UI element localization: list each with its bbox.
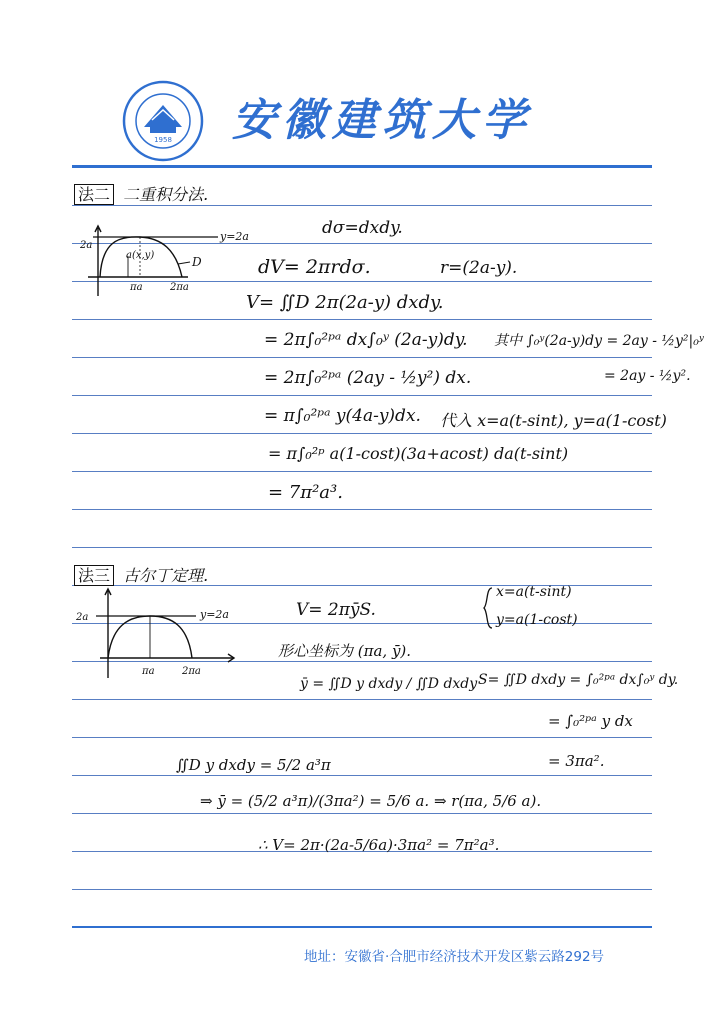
ruled-line [72,775,652,776]
m2-line-note: 其中 ∫₀ʸ(2a-y)dy = 2ay - ½y²|₀ʸ [494,333,704,349]
footer-address: 地址：安徽省·合肥市经济技术开发区紫云路292号 [304,949,605,965]
m3-sketch-yline-label: y=2a [200,608,229,621]
m3-line-s-result: = 3πa². [548,752,605,770]
m2-line-step4: = π∫₀²ᵖ a(1-cost)(3a+acost) da(t-sint) [268,444,569,463]
m3-line-ybar-value: ⇒ ȳ = (5/2 a³π)/(3πa²) = 5/6 a. ⇒ r(πa, 5/6 a). [200,792,542,810]
seal-year: 1958 [154,136,172,144]
m3-line-s: S= ∬D dxdy = ∫₀²ᵖᵃ dx∫₀ʸ dy. [478,672,679,688]
m2-line-result: = 7π²a³. [268,482,343,503]
m2-line-step3: = π∫₀²ᵖᵃ y(4a-y)dx. [264,406,421,426]
m3-sketch-ytick: 2a [76,612,89,623]
m3-line-param-y: y=a(1-cost) [496,612,578,628]
m2-sketch-yline-label: y=2a [220,230,249,243]
ruled-line [72,471,652,472]
m2-sketch-xtick-2: 2πa [170,282,189,293]
m3-sketch-xtick-2: 2πa [182,666,201,677]
m2-sketch-region-label: D [192,255,202,269]
m3-line-v: V= 2πȳS. [296,600,376,620]
m2-line-dsigma: dσ=dxdy. [322,218,403,238]
m3-line-centroid: 形心坐标为 (πa, ȳ). [278,642,412,660]
ruled-line [72,357,652,358]
ruled-line [72,433,652,434]
ruled-line [72,205,652,206]
ruled-line [72,395,652,396]
m2-line-substitution: 代入 x=a(t-sint), y=a(1-cost) [440,411,667,430]
footer-rule [72,926,652,928]
m3-line-integral-y: ∬D y dxdy = 5/2 a³π [176,756,331,774]
m2-sketch-ytick: 2a [80,240,93,251]
method2-heading: 法二 [74,184,114,205]
header-rule [72,165,652,168]
ruled-line [72,813,652,814]
method3-heading-box [74,563,208,586]
method3-sketch [76,586,256,682]
method3-title: 古尔丁定理. [123,566,209,585]
university-seal-logo [122,80,204,162]
m3-brace [482,586,494,630]
ruled-line [72,737,652,738]
method3-heading: 法三 [74,565,114,586]
m2-line-step2: = 2π∫₀²ᵖᵃ (2ay - ½y²) dx. [264,368,472,388]
m3-line-ybar-def: ȳ = ∬D y dxdy / ∬D dxdy [300,676,478,692]
m3-line-s-step: = ∫₀²ᵖᵃ y dx [548,712,633,730]
method2-heading-box [74,182,208,205]
method2-sketch [78,222,258,302]
method2-title: 二重积分法. [123,185,209,204]
university-name: 安徽建筑大学 [232,95,532,146]
ruled-line [72,889,652,890]
ruled-line [72,547,652,548]
m3-sketch-xtick-1: πa [142,666,155,677]
ruled-line [72,699,652,700]
m2-line-r: r=(2a-y). [440,258,518,278]
m2-line-step1: = 2π∫₀²ᵖᵃ dx∫₀ʸ (2a-y)dy. [264,330,468,350]
ruled-line [72,509,652,510]
m2-line-v-integral: V= ∬D 2π(2a-y) dxdy. [246,292,444,313]
m2-line-dv: dV= 2πrdσ. [258,256,371,278]
m3-line-result: ∴ V= 2π·(2a-5/6a)·3πa² = 7π²a³. [258,836,500,854]
m2-line-note-result: = 2ay - ½y². [604,368,691,384]
ruled-line [72,319,652,320]
m2-sketch-point-label: a(x,y) [126,250,155,261]
m2-sketch-xtick-1: πa [130,282,143,293]
m3-line-param-x: x=a(t-sint) [496,584,572,600]
